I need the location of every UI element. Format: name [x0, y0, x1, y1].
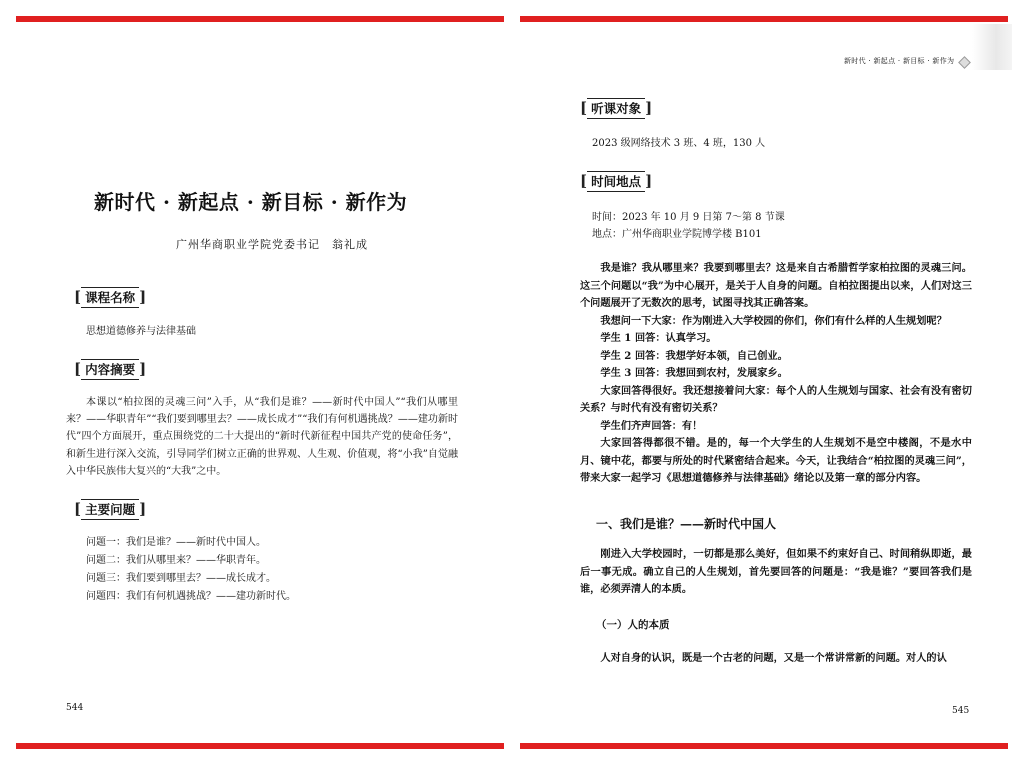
subsection-heading: （一）人的本质 [596, 619, 670, 631]
abstract-text: 本课以“柏拉图的灵魂三问”入手，从“我们是谁？——新时代中国人”“我们从哪里来？——华职青年”“我们要到哪里去？——成长成才”“我们有何机遇挑战？——建功新时代”四个方面展开，重点围绕党的二十大提出的“新时代新征程中国共产党的使命任务”，和新生进行深入交流，引导同学们树立正确的世界观、人生观、价值观，将“小我”自觉融入中华民族伟大复兴的“大我”之中。 [66, 397, 458, 477]
bottom-red-bar [520, 743, 1008, 749]
top-red-bar [520, 16, 1008, 22]
student-answer: 学生 1 回答：认真学习。 [600, 332, 717, 344]
body-text-block [580, 260, 972, 488]
question-item: 问题一：我们是谁？——新时代中国人。 [86, 537, 266, 548]
author-line: 广州华商职业学院党委书记 翁礼成 [176, 238, 368, 251]
question-item: 问题二：我们从哪里来？——华职青年。 [86, 555, 266, 566]
place-text: 地点：广州华商职业学院博学楼 B101 [592, 229, 762, 240]
page-number-right: 545 [952, 706, 970, 716]
time-text: 时间：2023 年 10 月 9 日第 7～第 8 节课 [592, 212, 785, 223]
student-answer: 学生们齐声回答：有！ [600, 419, 703, 432]
question-item: 问题三：我们要到哪里去？——成长成才。 [86, 573, 276, 584]
section-heading-course-name: [ 课程名称 ] [74, 288, 147, 306]
body-paragraph: 刚进入大学校园时，一切都是那么美好，但如果不约束好自己、时间稍纵即逝，最后一事无成。确立自己的人生规划，首先要回答的问题是：“我是谁？”要回答我们是谁，必须弄清人的本质。 [580, 548, 972, 595]
diamond-ornament-icon [958, 56, 971, 69]
section-heading-questions: [ 主要问题 ] [74, 500, 147, 518]
running-head: 新时代 · 新起点 · 新目标 · 新作为 [844, 57, 955, 65]
chapter-heading: 一、我们是谁？——新时代中国人 [596, 517, 777, 531]
bottom-red-bar [16, 743, 504, 749]
section-heading-time-place: [ 时间地点 ] [580, 172, 653, 190]
student-answer: 学生 3 回答：我想回到农村，发展家乡。 [600, 367, 788, 379]
page-number-left: 544 [66, 703, 84, 713]
section-heading-audience: [ 听课对象 ] [580, 99, 653, 117]
section-heading-abstract: [ 内容摘要 ] [74, 360, 147, 378]
corner-shade [972, 24, 1012, 70]
body-paragraph: 人对自身的认识，既是一个古老的问题，又是一个常讲常新的问题。对人的认 [600, 652, 947, 664]
top-red-bar [16, 16, 504, 22]
student-answer: 学生 2 回答：我想学好本领，自己创业。 [600, 349, 788, 362]
audience-text: 2023 级网络技术 3 班、4 班，130 人 [592, 138, 766, 149]
body-paragraph: 我想问一下大家：作为刚进入大学校园的你们，你们有什么样的人生规划呢？ [600, 314, 947, 327]
body-paragraph: 大家回答得都很不错。是的，每一个大学生的人生规划不是空中楼阁，不是水中月、镜中花，都要与所处的时代紧密结合起来。今天，让我结合“柏拉图的灵魂三问”，带来大家一起学习《思想道德修养与法律基础》绪论以及第一章的部分内容。 [580, 437, 972, 484]
article-title: 新时代 · 新起点 · 新目标 · 新作为 [94, 190, 408, 214]
question-item: 问题四：我们有何机遇挑战？——建功新时代。 [86, 591, 296, 602]
course-name-text: 思想道德修养与法律基础 [86, 326, 196, 337]
body-paragraph: 大家回答得很好。我还想接着问大家：每个人的人生规划与国家、社会有没有密切关系？与时代有没有密切关系？ [580, 384, 972, 414]
body-paragraph: 我是谁？我从哪里来？我要到哪里去？这是来自古希腊哲学家柏拉图的灵魂三问。这三个问题以“我”为中心展开，是关于人自身的问题。自柏拉图提出以来，人们对这三个问题展开了无数次的思考，试图寻找其正确答案。 [580, 262, 972, 309]
right-page [512, 0, 1024, 767]
